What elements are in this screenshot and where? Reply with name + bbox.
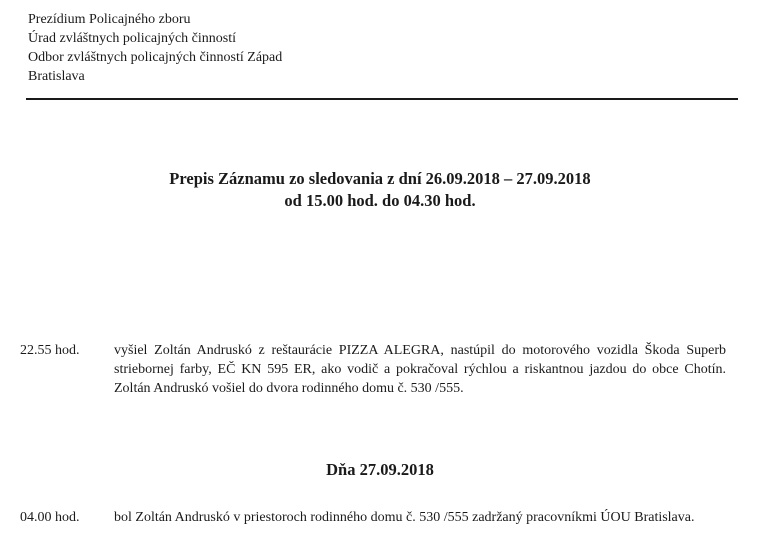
- log-entry-text: bol Zoltán Andruskó v priestoroch rodinného domu č. 530 /555 zadržaný pracovníkmi ÚOU Bratislava.: [114, 510, 695, 525]
- header-line-office: Úrad zvláštnych policajných činností: [28, 31, 236, 46]
- day-heading: Dňa 27.09.2018: [326, 460, 434, 479]
- header-divider: [26, 98, 738, 100]
- title-line-2: od 15.00 hod. do 04.30 hod.: [284, 191, 476, 210]
- title-line-1: Prepis Záznamu zo sledovania z dní 26.09.2018 – 27.09.2018: [169, 169, 591, 188]
- log-entry: [20, 508, 740, 527]
- log-entry: [20, 341, 740, 398]
- header-line-city: Bratislava: [28, 69, 85, 84]
- document-header: [28, 10, 282, 86]
- document-title: [0, 168, 760, 212]
- log-entry-time: 04.00 hod.: [20, 510, 80, 525]
- header-line-department: Odbor zvláštnych policajných činností Západ: [28, 50, 283, 65]
- header-line-presidium: Prezídium Policajného zboru: [28, 12, 191, 27]
- log-entry-time: 22.55 hod.: [20, 343, 80, 358]
- log-entry-text: vyšiel Zoltán Andruskó z reštaurácie PIZZA ALEGRA, nastúpil do motorového vozidla Škoda Superb striebornej farby, EČ KN 595 ER, ako vodič a pokračoval rýchlou a riskantnou jazdou do obce Chotín. Zoltán Andruskó vošiel do dvora rodinného domu č. 530 /555.: [114, 343, 726, 396]
